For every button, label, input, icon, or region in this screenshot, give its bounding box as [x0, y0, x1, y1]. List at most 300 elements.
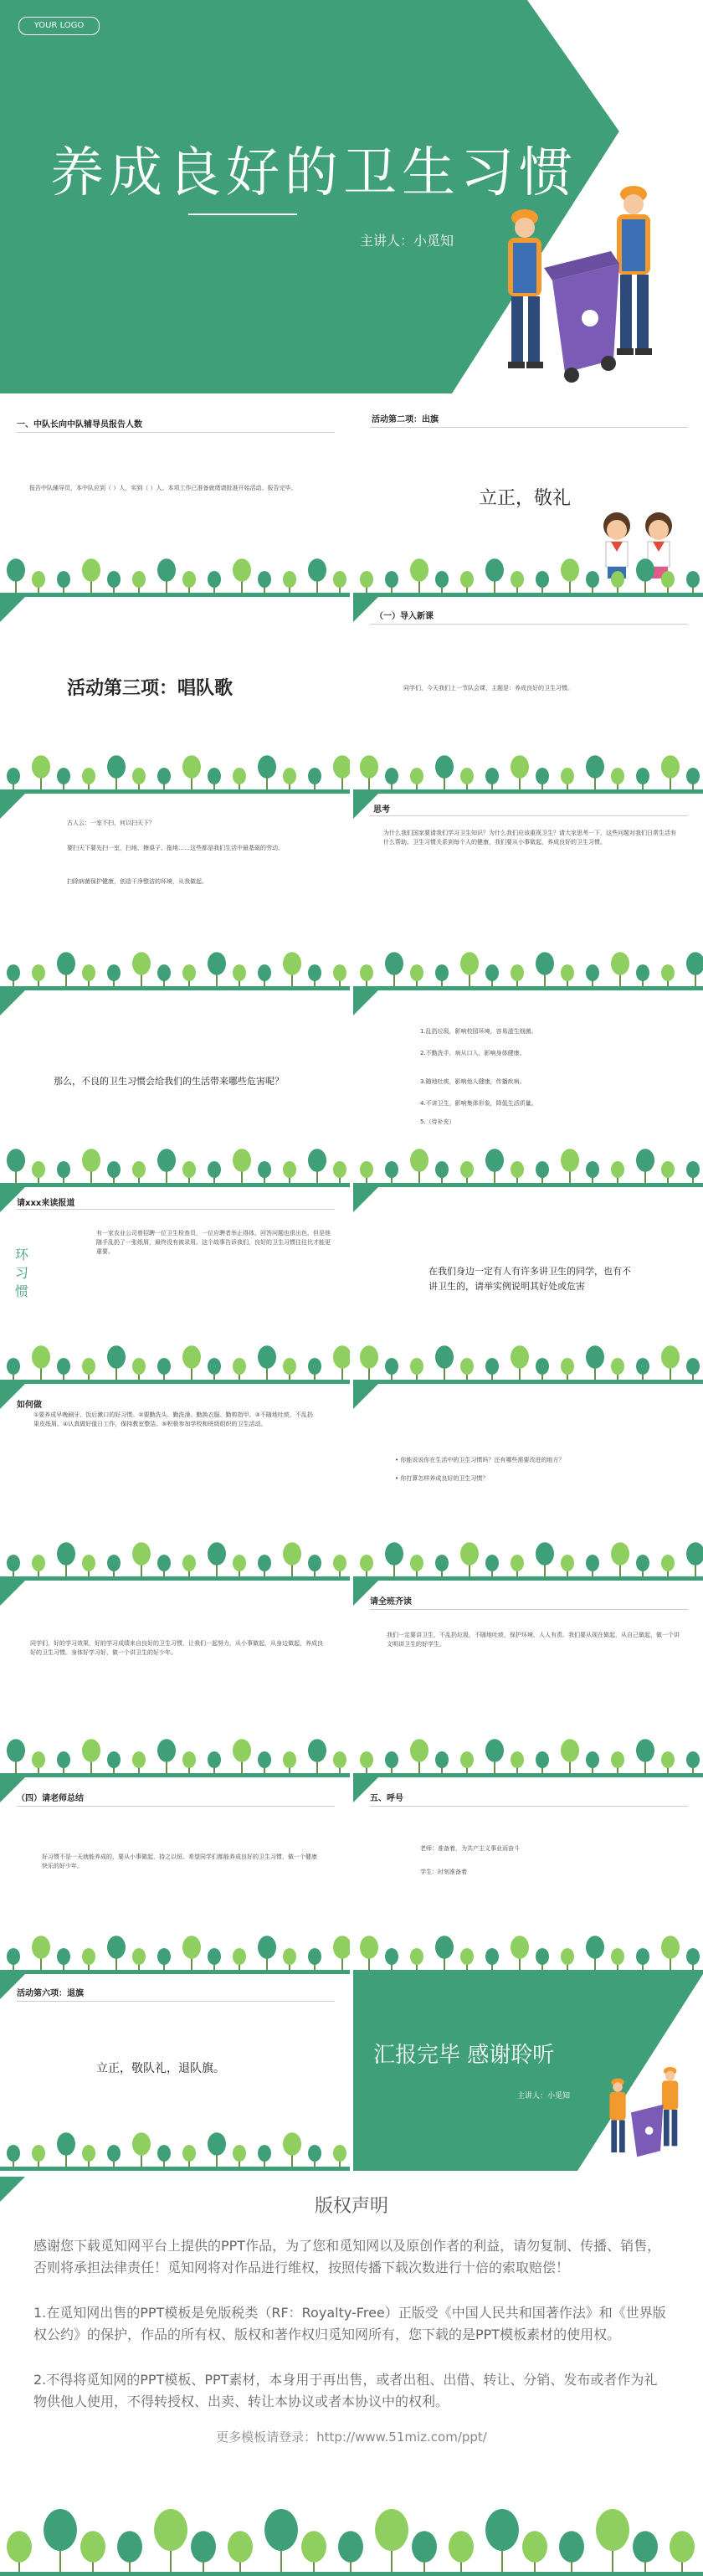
- tree: [412, 2531, 437, 2572]
- tree: [661, 1161, 675, 1183]
- tree: [301, 2531, 326, 2572]
- trees-svg: [353, 1715, 703, 1773]
- tree: [182, 1936, 201, 1970]
- slide-13-item-1-text: 你能说说你在生活中的卫生习惯吗？还有哪些需要改进的地方？: [400, 1457, 565, 1463]
- tree: [586, 964, 599, 986]
- tree: [536, 1948, 549, 1970]
- tree: [132, 571, 146, 593]
- tree: [308, 1358, 321, 1380]
- tree: [258, 571, 271, 593]
- tree: [410, 1149, 428, 1183]
- tree: [182, 1751, 196, 1773]
- heading-underline: [370, 427, 688, 428]
- tree-row-large: [0, 2463, 703, 2572]
- tree-row: [353, 928, 703, 986]
- tree: [385, 1751, 398, 1773]
- tree: [57, 1948, 70, 1970]
- slide-5-body: 同学们，今天我们上一节队会课，主题是：养成良好的卫生习惯。: [403, 685, 573, 692]
- tree: [385, 1542, 403, 1576]
- tree: [511, 571, 524, 593]
- tree: [283, 1751, 296, 1773]
- slide-13-item-2: • 你打算怎样养成良好的卫生习惯？: [395, 1475, 489, 1482]
- slide-6-line-2: 要扫天下要先扫一室，扫地、擦桌子、拖地……这些都是我们生活中最基础的劳动。: [67, 845, 284, 851]
- tree: [333, 1345, 350, 1380]
- corner-triangle: [353, 990, 378, 1015]
- tree: [410, 768, 423, 789]
- tree: [107, 2145, 121, 2167]
- slide-6-line-3: 扫除病菌保护健康，创造干净整洁的环境，从我做起。: [67, 878, 208, 885]
- tree: [460, 1358, 474, 1380]
- tree: [586, 1555, 599, 1576]
- tree: [636, 1358, 649, 1380]
- tree: [561, 1358, 574, 1380]
- tree: [182, 1161, 196, 1183]
- tree: [333, 755, 350, 789]
- tree: [511, 1345, 529, 1380]
- tree-row: [353, 1715, 703, 1773]
- trees-svg: [353, 928, 703, 986]
- copyright-title: 版权声明: [314, 2196, 388, 2217]
- tree: [7, 964, 20, 986]
- copyright-slide: [0, 2177, 703, 2576]
- slide-17-heading: 五、呼号: [370, 1794, 403, 1803]
- slide-3-main: 立正，敬礼: [479, 488, 572, 509]
- tree: [586, 755, 604, 789]
- slide-4-main: 活动第三项：唱队歌: [67, 678, 233, 699]
- tree: [460, 571, 474, 593]
- tree: [82, 768, 95, 789]
- heading-underline: [17, 1209, 335, 1210]
- tree: [435, 1555, 449, 1576]
- slide-9-item-5: 5.（待补充）: [420, 1118, 455, 1125]
- tree: [32, 1936, 50, 1970]
- copyright-p1: 感谢您下载觅知网平台上提供的PPT作品，为了您和觅知网以及原创作者的利益，请勿复制、传播、销售，否则将承担法律责任！觅知网将对作品进行维权，按照传播下载次数进行十倍的索取赔偿！: [33, 2238, 661, 2275]
- tree: [107, 1345, 126, 1380]
- slide-3-flag: [353, 400, 703, 597]
- tree-row: [353, 1911, 703, 1970]
- tree: [333, 1936, 350, 1970]
- slide-12-howto: [0, 1384, 350, 1581]
- tree: [596, 2509, 629, 2572]
- slide-9-harms: [353, 990, 703, 1187]
- tree: [57, 1542, 75, 1576]
- slide-9-item-1: 1.乱扔垃圾，影响校园环境，容易滋生细菌。: [420, 1028, 537, 1035]
- slide-2-report: [0, 400, 350, 597]
- slide-7-think: [353, 794, 703, 990]
- tree: [82, 558, 100, 593]
- tree: [208, 1751, 221, 1773]
- tree: [258, 1345, 276, 1380]
- tree: [308, 1948, 321, 1970]
- heading-underline: [370, 1806, 688, 1807]
- slide-17-line-2: 学生：时刻准备着: [420, 1869, 467, 1875]
- tree-row: [353, 731, 703, 789]
- tree: [333, 964, 346, 986]
- tree: [636, 1149, 654, 1183]
- slide-11-examples: [353, 1187, 703, 1384]
- tree: [157, 1555, 171, 1576]
- tree: [191, 2531, 216, 2572]
- tree-row: [353, 1518, 703, 1576]
- tree-row: [0, 534, 350, 593]
- tree: [360, 1751, 373, 1773]
- tree: [107, 1936, 126, 1970]
- tree: [410, 558, 428, 593]
- tree: [611, 1358, 624, 1380]
- tree: [182, 1345, 201, 1380]
- tree: [132, 1358, 146, 1380]
- tree: [107, 571, 121, 593]
- tree: [536, 768, 549, 789]
- tree: [233, 964, 246, 986]
- tree: [485, 1555, 499, 1576]
- worker-left: [508, 209, 543, 368]
- tree: [157, 1149, 176, 1183]
- heading-underline: [370, 1609, 688, 1610]
- tree: [435, 964, 449, 986]
- tree: [485, 964, 499, 986]
- tree: [233, 1948, 246, 1970]
- tree: [308, 1555, 321, 1576]
- tree: [636, 1948, 649, 1970]
- tree: [208, 768, 221, 789]
- slide-5-intro: [353, 597, 703, 794]
- logo-box: YOUR LOGO: [18, 17, 100, 35]
- tree: [233, 768, 246, 789]
- heading-underline: [17, 2001, 335, 2002]
- tree: [32, 571, 45, 593]
- tree: [561, 1555, 574, 1576]
- slide-9-item-4: 4.不讲卫生，影响集体形象，降低生活质量。: [420, 1100, 537, 1107]
- tree: [233, 1149, 251, 1183]
- slide-10-heading: 请xxx来读报道: [17, 1199, 75, 1208]
- tree: [32, 964, 45, 986]
- tree: [661, 1751, 675, 1773]
- tree: [107, 1555, 121, 1576]
- tree: [157, 2145, 171, 2167]
- slide-4-song: [0, 597, 350, 794]
- slide-12-heading: 如何做: [17, 1401, 42, 1410]
- tree: [208, 1948, 221, 1970]
- tree: [57, 571, 70, 593]
- tree: [485, 558, 504, 593]
- trees-svg: [353, 1124, 703, 1183]
- slide-13-item-1: • 你能说说你在生活中的卫生习惯吗？还有哪些需要改进的地方？: [395, 1457, 565, 1463]
- tree: [536, 1542, 554, 1576]
- tree: [157, 558, 176, 593]
- tree: [661, 964, 675, 986]
- tree: [586, 1345, 604, 1380]
- tree: [686, 1751, 700, 1773]
- tree: [385, 1161, 398, 1183]
- tree: [460, 1542, 479, 1576]
- tree: [449, 2531, 474, 2572]
- trees-svg: [353, 731, 703, 789]
- tree: [208, 1161, 221, 1183]
- tree: [208, 1358, 221, 1380]
- tree: [385, 1948, 398, 1970]
- tree: [258, 2145, 271, 2167]
- tree: [157, 964, 171, 986]
- slide-10-report: [0, 1187, 350, 1384]
- tree: [586, 1936, 604, 1970]
- tree: [561, 1149, 579, 1183]
- tree: [107, 964, 121, 986]
- tree: [32, 1751, 45, 1773]
- tree: [182, 964, 196, 986]
- tree: [283, 952, 301, 986]
- tree: [686, 952, 703, 986]
- tree: [333, 2145, 346, 2167]
- slide-8-main: 那么，不良的卫生习惯会给我们的生活带来哪些危害呢？: [54, 1076, 284, 1087]
- tree: [435, 1345, 454, 1380]
- tree: [561, 768, 574, 789]
- tree: [360, 964, 373, 986]
- tree: [233, 1358, 246, 1380]
- slide-19-thanks: [353, 1974, 703, 2171]
- tree: [360, 1345, 378, 1380]
- tree: [586, 1751, 599, 1773]
- slide-18-main: 立正，敬队礼，退队旗。: [96, 2062, 225, 2075]
- tree: [435, 571, 449, 593]
- tree: [661, 1555, 675, 1576]
- tree: [82, 1948, 95, 1970]
- tree: [258, 1161, 271, 1183]
- tree: [360, 1555, 373, 1576]
- tree: [511, 1751, 524, 1773]
- tree: [611, 768, 624, 789]
- tree: [686, 1542, 703, 1576]
- tree: [32, 755, 50, 789]
- heading-underline: [17, 432, 335, 433]
- slide-15-body: 我们一定要讲卫生，不乱扔垃圾，不随地吐痰，保护环境，人人有责。我们要从现在做起，从自己做起，做一个讲文明讲卫生的好学生。: [387, 1632, 680, 1648]
- tree: [511, 964, 524, 986]
- tree: [308, 2145, 321, 2167]
- trees-svg: [0, 2463, 703, 2572]
- tree-row: [0, 2108, 350, 2167]
- tree: [308, 1149, 326, 1183]
- trees-svg: [0, 1321, 350, 1380]
- tree: [485, 768, 499, 789]
- tree-row: [353, 1124, 703, 1183]
- tree: [258, 1751, 271, 1773]
- tree: [670, 2531, 695, 2572]
- tree: [360, 571, 373, 593]
- tree: [559, 2531, 584, 2572]
- tree: [283, 768, 296, 789]
- tree: [228, 2531, 253, 2572]
- tree: [7, 1948, 20, 1970]
- tree: [7, 2145, 20, 2167]
- heading-underline: [370, 815, 688, 816]
- trees-svg: [353, 1518, 703, 1576]
- tree: [7, 2531, 32, 2572]
- tree-row: [0, 1911, 350, 1970]
- slide-11-main: 在我们身边一定有人有许多讲卫生的同学，也有不讲卫生的，请举实例说明其好处或危害: [428, 1266, 631, 1292]
- tree-row: [353, 1321, 703, 1380]
- tree: [233, 1555, 246, 1576]
- corner-triangle: [353, 1384, 378, 1409]
- tree: [360, 1161, 373, 1183]
- tree: [7, 1358, 20, 1380]
- slide-13-discuss: [353, 1384, 703, 1581]
- tree: [360, 1936, 378, 1970]
- tree: [661, 571, 675, 593]
- slide-8-question: [0, 990, 350, 1187]
- tree: [485, 2509, 519, 2572]
- tree: [333, 1555, 346, 1576]
- tree: [460, 1948, 474, 1970]
- slide-13-item-2-text: 你打算怎样养成良好的卫生习惯？: [400, 1475, 489, 1482]
- tree: [132, 1751, 146, 1773]
- slide-16-heading: （四）请老师总结: [17, 1794, 84, 1803]
- cover-title: 养成良好的卫生习惯: [50, 142, 577, 204]
- tree: [308, 1739, 326, 1773]
- tree: [536, 1161, 549, 1183]
- slide-10-body: 有一家农业公司曾招聘一位卫生检查员，一位应聘者举止得体，回答问题也很出色，但是他随手乱扔了一张纸屑，最终没有被录用。这个故事告诉我们，良好的卫生习惯往往比才能更重要。: [96, 1230, 331, 1255]
- tree: [157, 768, 171, 789]
- slide-19-title: 汇报完毕 感谢聆听: [373, 2043, 555, 2068]
- tree: [57, 1358, 70, 1380]
- tree: [686, 571, 700, 593]
- tree: [536, 952, 554, 986]
- slide-2-body: 报告中队辅导员，本中队应到（ ）人，实到（ ）人。本项工作已准备就绪请批准开始活动。报告完毕。: [29, 485, 297, 491]
- slide-6-line-1: 古人云：一室不扫，何以扫天下？: [67, 820, 155, 826]
- tree: [410, 1358, 423, 1380]
- corner-triangle: [353, 1187, 378, 1212]
- tree: [611, 571, 624, 593]
- slide-14-body: 同学们，好的学习效果，好的学习成绩来自良好的卫生习惯，让我们一起努力，从小事做起，从身边做起，养成良好的卫生习惯。身体好学习好，做一个讲卫生的好少年。: [30, 1640, 323, 1656]
- tree: [485, 1358, 499, 1380]
- tree: [308, 768, 321, 789]
- tree: [32, 2145, 45, 2167]
- tree: [132, 952, 151, 986]
- tree: [586, 1161, 599, 1183]
- tree: [57, 952, 75, 986]
- tree: [182, 2145, 196, 2167]
- tree: [661, 1345, 680, 1380]
- trees-svg: [0, 534, 350, 593]
- corner-triangle: [0, 1581, 25, 1606]
- tree-row: [353, 534, 703, 593]
- tree: [82, 1555, 95, 1576]
- slide-7-body: 为什么我们国家要请我们学习卫生知识？为什么我们应该重视卫生？请大家思考一下，这些问题对我们日常生活有什么帮助。卫生习惯关系到每个人的健康，我们要从小事做起，养成良好的卫生习惯。: [383, 830, 676, 846]
- slide-6-quote: [0, 794, 350, 990]
- slide-5-heading: （一）导入新课: [375, 612, 434, 621]
- tree: [686, 768, 700, 789]
- tree: [283, 1948, 296, 1970]
- tree: [485, 1149, 504, 1183]
- tree: [182, 755, 201, 789]
- slide-14-summary: [0, 1581, 350, 1777]
- tree: [686, 1358, 700, 1380]
- worker-right: [617, 186, 652, 355]
- tree: [385, 1358, 398, 1380]
- tree-row: [0, 1715, 350, 1773]
- tree: [132, 2132, 151, 2167]
- tree: [611, 1161, 624, 1183]
- tree-row: [0, 1518, 350, 1576]
- slide-15-heading: 请全班齐读: [370, 1597, 412, 1607]
- tree: [485, 1739, 504, 1773]
- tree: [132, 768, 146, 789]
- corner-triangle: [0, 597, 25, 622]
- tree: [208, 1542, 226, 1576]
- slide-9-item-2: 2.不勤洗手，病从口入，影响身体健康。: [420, 1050, 526, 1057]
- cover-title-divider: [188, 213, 297, 215]
- trees-svg: [0, 1518, 350, 1576]
- tree: [7, 558, 25, 593]
- copyright-p3: 2.不得将觅知网的PPT模板、PPT素材，本身用于再出售，或者出租、出借、转让、分销、发布或者作为礼物供他人使用，不得转授权、出卖、转让本协议或者本协议中的权利。: [33, 2372, 658, 2409]
- tree: [522, 2531, 547, 2572]
- tree: [375, 2509, 408, 2572]
- tree: [283, 571, 296, 593]
- tree: [82, 1358, 95, 1380]
- tree: [157, 1948, 171, 1970]
- slide-19-presenter: 主讲人：小觅知: [517, 2092, 571, 2100]
- tree: [308, 558, 326, 593]
- tree: [536, 1751, 549, 1773]
- slide-3-heading: 活动第二项：出旗: [372, 415, 439, 424]
- trees-svg: [0, 1124, 350, 1183]
- slide-7-heading: 思考: [373, 805, 390, 815]
- copyright-more-link[interactable]: 更多模板请登录：http://www.51miz.com/ppt/: [216, 2429, 487, 2445]
- tree: [117, 2531, 142, 2572]
- tree: [7, 1739, 25, 1773]
- corner-triangle: [0, 990, 25, 1015]
- tree: [561, 1739, 579, 1773]
- tree: [132, 1948, 146, 1970]
- tree: [511, 755, 529, 789]
- trees-svg: [0, 1715, 350, 1773]
- trees-svg: [0, 731, 350, 789]
- tree: [511, 1936, 529, 1970]
- tree: [360, 755, 378, 789]
- tree: [157, 1739, 176, 1773]
- slide-15-read: [353, 1581, 703, 1777]
- slide-2-heading: 一、中队长向中队辅导员报告人数: [17, 420, 142, 429]
- tree: [636, 964, 649, 986]
- tree: [686, 1161, 700, 1183]
- cover-presenter: 主讲人：小觅知: [360, 233, 454, 249]
- tree: [636, 1555, 649, 1576]
- heading-underline: [17, 1806, 335, 1807]
- tree: [511, 1161, 524, 1183]
- tree: [460, 952, 479, 986]
- tree: [57, 1161, 70, 1183]
- tree-row: [0, 1124, 350, 1183]
- tree: [435, 1161, 449, 1183]
- tree: [485, 1948, 499, 1970]
- tree: [561, 964, 574, 986]
- tree: [157, 1358, 171, 1380]
- tree: [233, 2145, 246, 2167]
- tree: [132, 1161, 146, 1183]
- tree: [57, 2132, 75, 2167]
- tree: [385, 768, 398, 789]
- tree: [333, 571, 346, 593]
- slide-12-body: ①要养成早晚刷牙、饭后漱口的好习惯。②要勤洗头、勤洗澡、勤换衣服、勤剪指甲。③不随地吐痰，不乱扔果皮纸屑。④认真做好值日工作，保持教室整洁。⑤积极参加学校和班级组织的卫生活动。: [33, 1411, 313, 1427]
- tree: [536, 1358, 549, 1380]
- tree: [586, 571, 599, 593]
- tree: [32, 1345, 50, 1380]
- tree: [636, 1739, 654, 1773]
- trees-svg: [353, 1911, 703, 1970]
- tree: [333, 1161, 346, 1183]
- ground-strip: [0, 2167, 350, 2171]
- tree: [208, 952, 226, 986]
- tree: [283, 1358, 296, 1380]
